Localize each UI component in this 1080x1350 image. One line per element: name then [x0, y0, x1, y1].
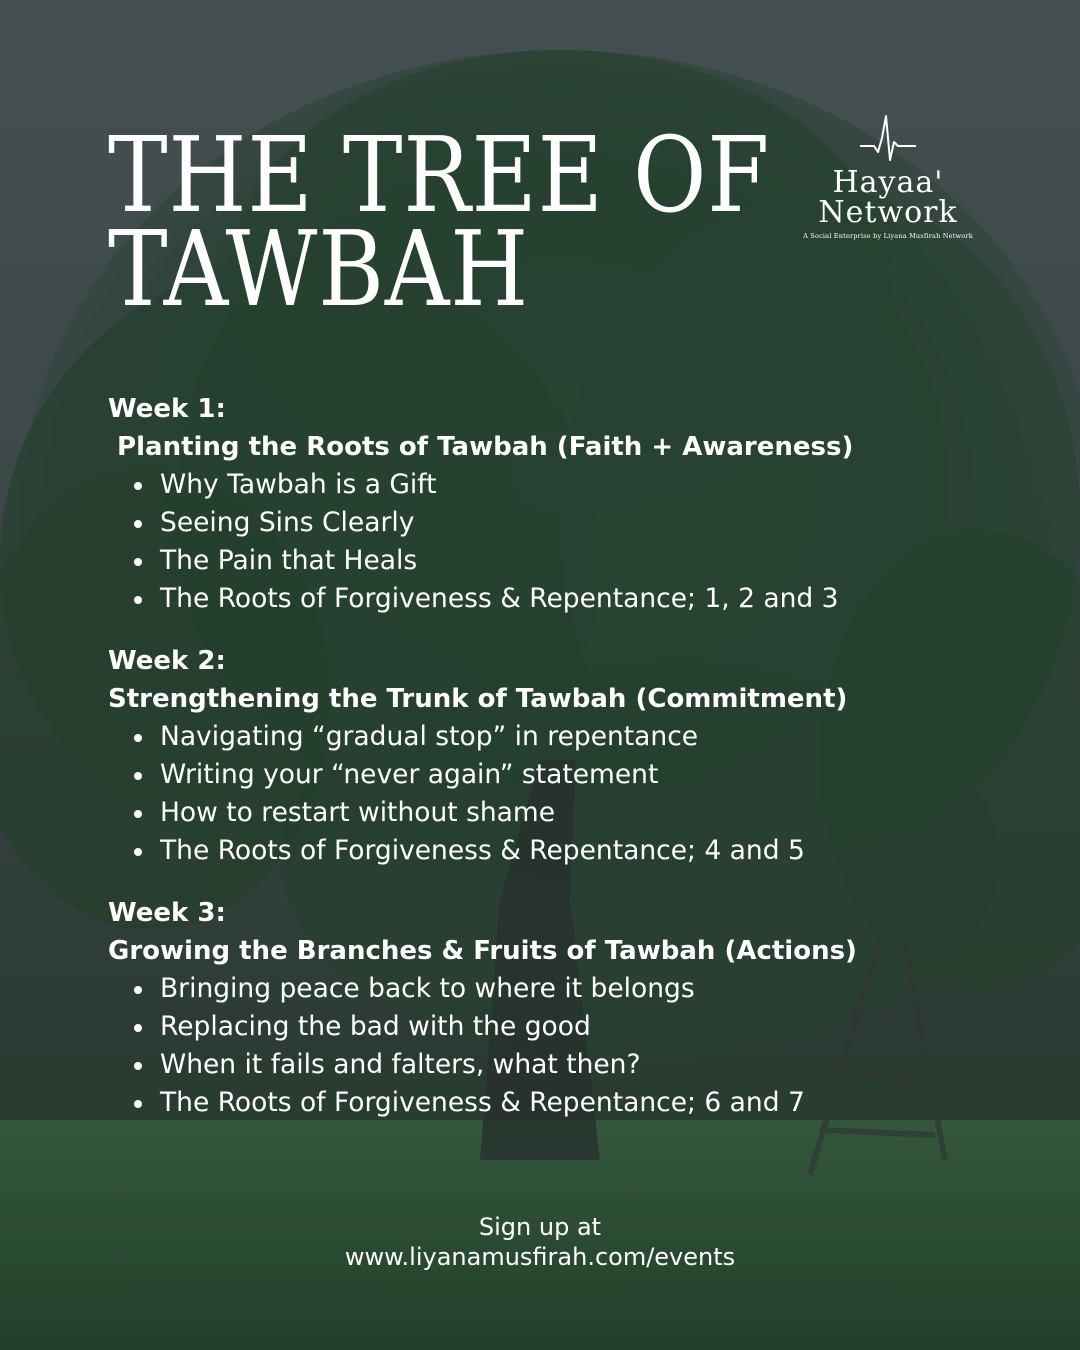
logo-line-2: Network [818, 195, 958, 230]
weekly-schedule [108, 390, 1008, 1146]
title-line-2: TAWBAH [108, 208, 530, 330]
topic-list [108, 970, 1008, 1122]
topic-list [108, 718, 1008, 870]
signup-label: Sign up at [478, 1213, 602, 1241]
topic-list [108, 466, 1008, 618]
week-2-section [108, 642, 1008, 870]
list-item: Why Tawbah is a Gift [160, 466, 1008, 504]
list-item: The Roots of Forgiveness & Repentance; 4 and 5 [160, 832, 1008, 870]
week-heading: Growing the Branches & Fruits of Tawbah (Actions) [108, 936, 857, 966]
logo-line-1: Hayaa' [832, 165, 944, 200]
list-item: The Pain that Heals [160, 542, 1008, 580]
week-heading: Strengthening the Trunk of Tawbah (Commitment) [108, 684, 848, 714]
week-1-section [108, 390, 1008, 618]
signup-url[interactable]: www.liyanamusfirah.com/events [344, 1243, 736, 1271]
week-label: Week 3: [108, 898, 226, 928]
heartbeat-line-icon [858, 112, 918, 164]
logo-tagline: A Social Enterprise by Liyana Musfirah Network [803, 232, 973, 240]
list-item: The Roots of Forgiveness & Repentance; 6 and 7 [160, 1084, 1008, 1122]
list-item: How to restart without shame [160, 794, 1008, 832]
list-item: When it fails and falters, what then? [160, 1046, 1008, 1084]
list-item: Bringing peace back to where it belongs [160, 970, 1008, 1008]
week-heading: Planting the Roots of Tawbah (Faith + Awareness) [108, 432, 854, 462]
signup-footer [0, 1212, 1080, 1272]
list-item: The Roots of Forgiveness & Repentance; 1, 2 and 3 [160, 580, 1008, 618]
list-item: Replacing the bad with the good [160, 1008, 1008, 1046]
list-item: Navigating “gradual stop” in repentance [160, 718, 1008, 756]
week-label: Week 1: [108, 394, 226, 424]
week-label: Week 2: [108, 646, 226, 676]
list-item: Seeing Sins Clearly [160, 504, 1008, 542]
title-line-1: THE TREE OF [108, 114, 771, 236]
hayaa-network-logo [796, 112, 980, 240]
list-item: Writing your “never again” statement [160, 756, 1008, 794]
week-3-section [108, 894, 1008, 1122]
page-title [108, 114, 771, 330]
